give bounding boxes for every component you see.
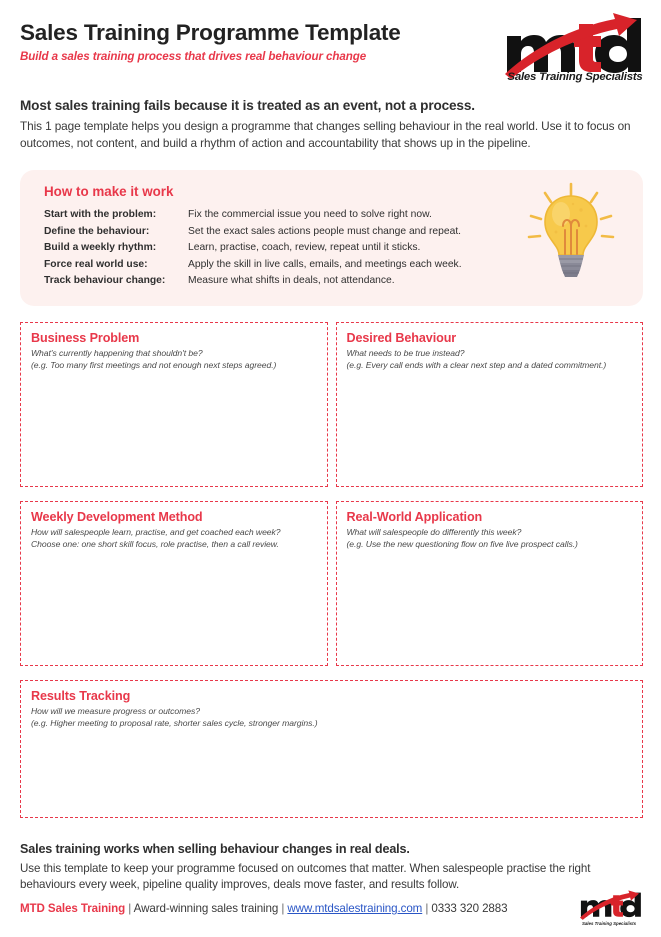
field-title: Results Tracking: [31, 688, 131, 703]
callout-step-row: [44, 207, 462, 223]
lightbulb-base: [558, 255, 584, 277]
field-business-problem[interactable]: [20, 322, 328, 487]
callout-step-label: Build a weekly rhythm:: [44, 242, 157, 254]
footer-contact-line: [20, 902, 507, 915]
footer-website-link[interactable]: www.mtdsalestraining.com: [287, 902, 423, 915]
footer-mtd-logo-tagline: Sales Training Specialists: [581, 921, 637, 926]
worksheet-row-2: [20, 501, 643, 666]
field-title: Desired Behaviour: [346, 330, 457, 345]
document-header: [0, 0, 661, 86]
field-real-world-application[interactable]: [336, 501, 644, 666]
field-title: Business Problem: [31, 330, 140, 345]
field-example: Choose one: one short skill focus, role practise, then a call review.: [31, 539, 279, 550]
page-title: Sales Training Programme Template: [20, 20, 401, 45]
footer-sep: |: [422, 902, 432, 915]
field-title: Real-World Application: [346, 509, 483, 524]
field-results-tracking[interactable]: [20, 680, 643, 818]
field-question: How will we measure progress or outcomes?: [31, 705, 200, 716]
footer-sep: |: [278, 902, 288, 915]
field-question: What's currently happening that shouldn't be?: [31, 347, 203, 358]
callout-step-row: [44, 240, 462, 256]
intro-lead: Most sales training fails because it is treated as an event, not a process.: [20, 98, 475, 113]
field-example: (e.g. Higher meeting to proposal rate, shorter sales cycle, stronger margins.): [31, 718, 318, 729]
callout-step-label: Track behaviour change:: [44, 275, 166, 287]
callout-step-label: Start with the problem:: [44, 209, 157, 221]
worksheet-row-3: [20, 680, 643, 818]
callout-step-text: Apply the skill in live calls, emails, and meetings each week.: [188, 258, 462, 270]
footer-brand: MTD Sales Training: [20, 902, 126, 915]
callout-title: How to make it work: [44, 184, 174, 200]
callout-step-text: Measure what shifts in deals, not attendance.: [188, 275, 395, 287]
callout-step-row: [44, 224, 462, 240]
document-footer: [0, 832, 661, 895]
callout-step-label: Force real world use:: [44, 258, 148, 270]
lightbulb-icon-svg: [525, 182, 617, 282]
intro-body: This 1 page template helps you design a programme that changes selling behaviour in the real world. Use it to focus on outcomes, not content, and build a rhythm of action and accountability that shows up in the pipeline.: [20, 119, 631, 151]
callout-step-text: Learn, practise, coach, review, repeat until it sticks.: [188, 242, 421, 254]
mtd-logo-tagline: Sales Training Specialists: [507, 71, 643, 83]
callout-step-row: [44, 257, 462, 273]
field-question: How will salespeople learn, practise, and get coached each week?: [31, 526, 281, 537]
field-title: Weekly Development Method: [31, 509, 203, 524]
footer-descriptor: Award-winning sales training: [133, 902, 279, 915]
callout-steps-table: [44, 207, 462, 289]
callout-step-text: Fix the commercial issue you need to solve right now.: [188, 209, 432, 221]
field-desired-behaviour[interactable]: [336, 322, 644, 487]
worksheet-grid: [20, 322, 643, 818]
intro-section: [0, 98, 661, 152]
callout-step-row: [44, 273, 462, 289]
field-question: What will salespeople do differently this week?: [346, 526, 522, 537]
lightbulb-icon: [525, 182, 617, 282]
field-question: What needs to be true instead?: [346, 347, 465, 358]
callout-step-text: Set the exact sales actions people must change and repeat.: [188, 225, 462, 237]
footer-mtd-logo-icon: [575, 889, 645, 923]
footer-phone: 0333 320 2883: [431, 902, 508, 915]
footer-lead: Sales training works when selling behaviour changes in real deals.: [20, 841, 410, 856]
field-example: (e.g. Use the new questioning flow on five live prospect calls.): [346, 539, 578, 550]
footer-body: Use this template to keep your programme focused on outcomes that matter. When salespeople practise the right behaviours every week, pipeline quality improves, deals move faster, and results follow.: [20, 861, 591, 892]
footer-sep: |: [125, 902, 134, 915]
footer-mtd-logo: [575, 889, 645, 927]
worksheet-row-1: [20, 322, 643, 487]
field-example: (e.g. Too many first meetings and not enough next steps agreed.): [31, 360, 277, 371]
field-weekly-development-method[interactable]: [20, 501, 328, 666]
how-to-callout: [20, 170, 643, 305]
mtd-logo: [497, 10, 647, 86]
callout-step-label: Define the behaviour:: [44, 225, 150, 237]
page-subtitle: Build a sales training process that drives real behaviour change: [20, 49, 367, 63]
field-example: (e.g. Every call ends with a clear next step and a dated commitment.): [346, 360, 607, 371]
